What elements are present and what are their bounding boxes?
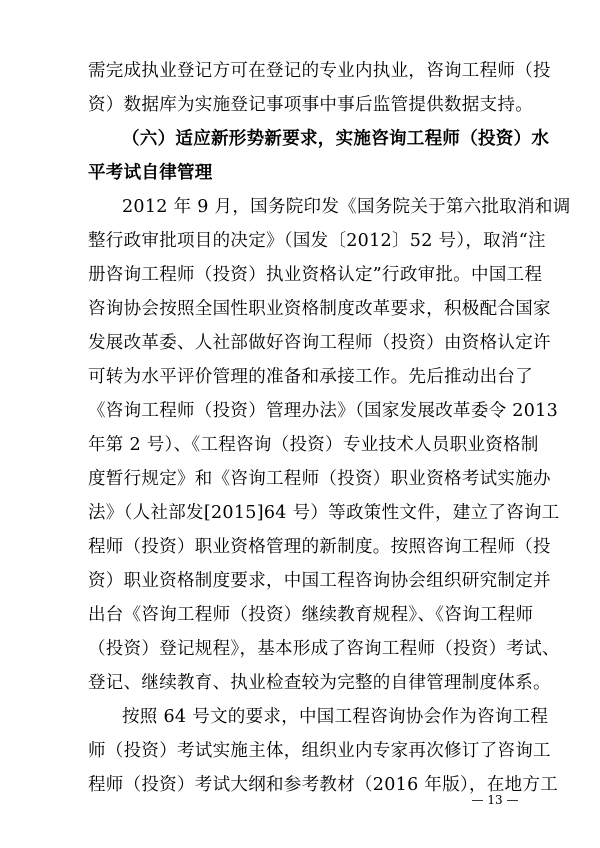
text-line: 师（投资）考试实施主体，组织业内专家再次修订了咨询工	[88, 741, 551, 761]
text-line: （投资）登记规程》，基本形成了咨询工程师（投资）考试、	[88, 639, 560, 659]
text-line: 整行政审批项目的决定》（国发〔2012〕52 号），取消“注	[88, 231, 546, 251]
text-line: 出台《咨询工程师（投资）继续教育规程》、《咨询工程师	[88, 605, 534, 625]
section-heading: （六）适应新形势新要求，实施咨询工程师（投资）水	[122, 129, 550, 149]
text-line: 度暂行规定》和《咨询工程师（投资）职业资格考试实施办	[88, 469, 551, 489]
section-heading: 平考试自律管理	[88, 163, 213, 183]
text-line: 程师（投资）职业资格管理的新制度。按照咨询工程师（投	[88, 537, 551, 557]
text-line: 可转为水平评价管理的准备和承接工作。先后推动出台了	[88, 367, 533, 387]
page-number: — 13 —	[471, 793, 519, 807]
text-line: 按照 64 号文的要求，中国工程咨询协会作为咨询工程	[122, 707, 549, 727]
text-line: 2012 年 9 月，国务院印发《国务院关于第六批取消和调	[122, 197, 571, 217]
text-line: 发展改革委、人社部做好咨询工程师（投资）由资格认定许	[88, 333, 551, 353]
text-line: 需完成执业登记方可在登记的专业内执业，咨询工程师（投	[88, 61, 551, 81]
text-line: 年第 2 号）、《工程咨询（投资）专业技术人员职业资格制	[88, 435, 539, 455]
text-line: 《咨询工程师（投资）管理办法》（国家发展改革委令 2013	[88, 401, 559, 421]
text-line: 册咨询工程师（投资）执业资格认定”行政审批。中国工程	[88, 265, 543, 285]
text-line: 法》（人社部发[2015]64 号）等政策性文件，建立了咨询工	[88, 503, 560, 523]
text-line: 咨询协会按照全国性职业资格制度改革要求，积极配合国家	[88, 299, 551, 319]
text-line: 登记、继续教育、执业检查较为完整的自律管理制度体系。	[88, 673, 551, 693]
text-line: 程师（投资）考试大纲和参考教材（2016 年版），在地方工	[88, 775, 559, 795]
text-line: 资）职业资格制度要求，中国工程咨询协会组织研究制定并	[88, 571, 551, 591]
text-line: 资）数据库为实施登记事项事中事后监管提供数据支持。	[88, 95, 533, 115]
